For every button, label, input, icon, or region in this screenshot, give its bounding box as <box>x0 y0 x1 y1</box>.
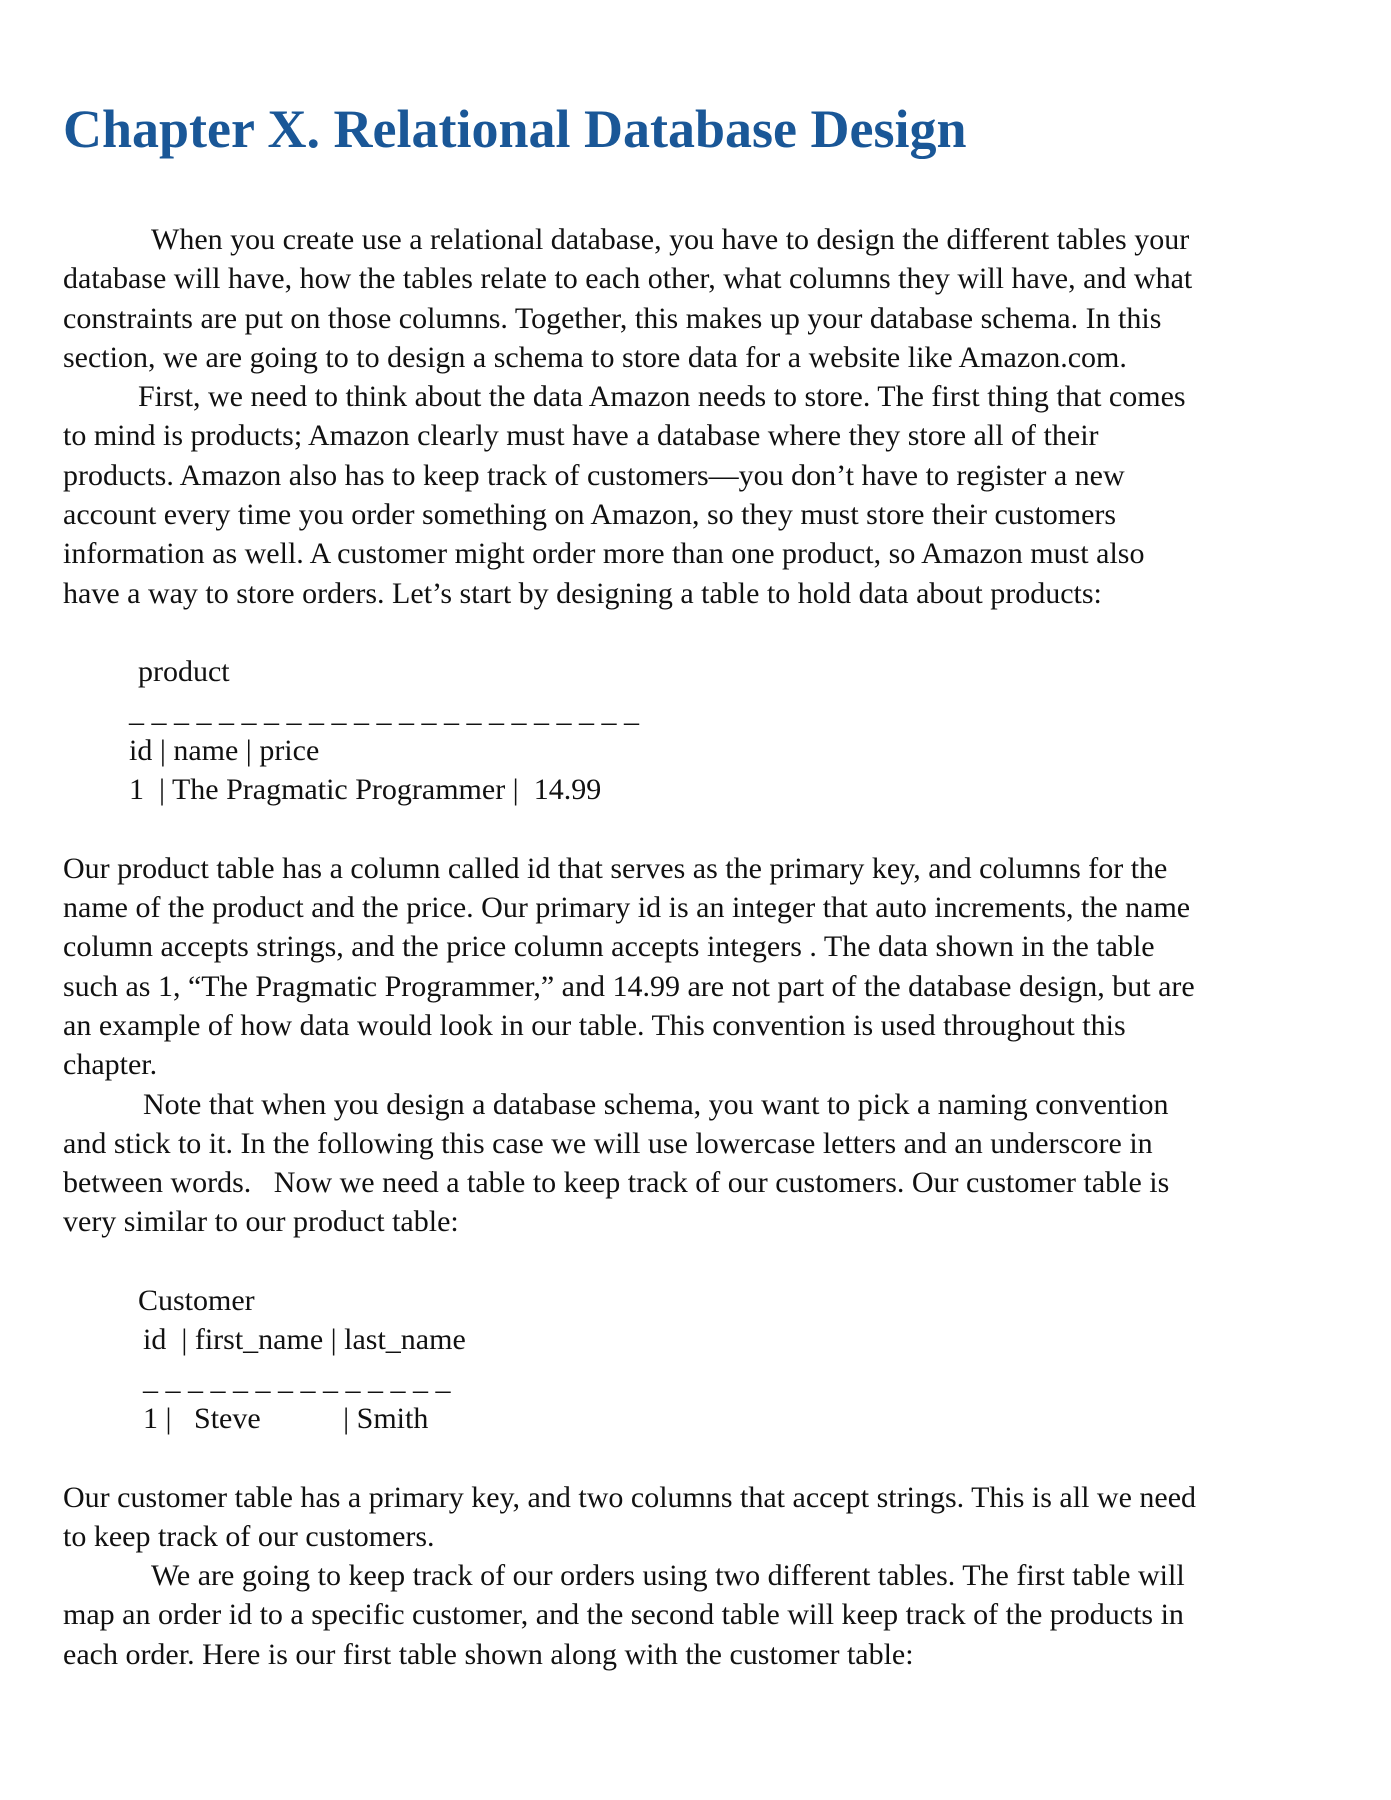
paragraph-product-explanation <box>63 849 1353 1085</box>
paragraph-intro <box>63 220 1353 377</box>
text-line: products. Amazon also has to keep track of customers—you don’t have to register a new <box>63 458 1125 492</box>
blank-line <box>63 613 1353 652</box>
text-line: When you create use a relational database, you have to design the different tables your <box>151 223 1190 256</box>
text-line: and stick to it. In the following this case we will use lowercase letters and an underscore in <box>63 1126 1153 1160</box>
text-line: column accepts strings, and the price column accepts integers . The data shown in the table <box>63 930 1155 964</box>
text-line: Our product table has a column called id that serves as the primary key, and columns for the <box>63 851 1168 885</box>
product-table-divider: _ _ _ _ _ _ _ _ _ _ _ _ _ _ _ _ _ _ _ _ _ _ _ <box>129 694 639 728</box>
customer-table-header: id | first_name | last_name <box>143 1323 466 1357</box>
paragraph-customer-explanation <box>63 1478 1353 1557</box>
text-line: section, we are going to to design a schema to store data for a website like Amazon.com. <box>63 340 1127 374</box>
text-line: We are going to keep track of our orders using two different tables. The first table will <box>151 1559 1185 1593</box>
product-table <box>63 652 1353 809</box>
text-line: constraints are put on those columns. Together, this makes up your database schema. In this <box>63 301 1162 335</box>
paragraph-naming-convention <box>63 1085 1353 1242</box>
text-line: information as well. A customer might order more than one product, so Amazon must also <box>63 537 1145 571</box>
text-line: account every time you order something on Amazon, so they must store their customers <box>63 498 1117 532</box>
customer-table-name: Customer <box>138 1284 255 1318</box>
customer-table-row: 1 | Steve | Smith <box>143 1401 429 1435</box>
text-line: First, we need to think about the data Amazon needs to store. The first thing that comes <box>138 380 1186 414</box>
chapter-title: Chapter X. Relational Database Design <box>63 99 967 159</box>
text-line: database will have, how the tables relate to each other, what columns they will have, and what <box>63 262 1193 296</box>
product-table-name: product <box>138 655 230 689</box>
customer-table-divider: _ _ _ _ _ _ _ _ _ _ _ _ _ _ <box>143 1362 451 1396</box>
product-table-row: 1 | The Pragmatic Programmer | 14.99 <box>129 773 602 807</box>
text-line: between words. Now we need a table to keep track of our customers. Our customer table is <box>63 1166 1170 1200</box>
text-line: Our customer table has a primary key, and two columns that accept strings. This is all we need <box>63 1480 1197 1514</box>
blank-line <box>63 809 1353 848</box>
blank-line <box>63 1242 1353 1281</box>
text-line: chapter. <box>63 1048 158 1082</box>
text-line: such as 1, “The Pragmatic Programmer,” and 14.99 are not part of the database design, but are <box>63 969 1195 1003</box>
product-table-header: id | name | price <box>129 733 320 767</box>
text-line: an example of how data would look in our table. This convention is used throughout this <box>63 1008 1126 1042</box>
customer-table <box>63 1281 1353 1438</box>
text-line: to mind is products; Amazon clearly must have a database where they store all of their <box>63 419 1099 453</box>
text-line: Note that when you design a database schema, you want to pick a naming convention <box>143 1087 1169 1121</box>
text-line: have a way to store orders. Let’s start by designing a table to hold data about products: <box>63 576 1102 610</box>
text-line: map an order id to a specific customer, and the second table will keep track of the products in <box>63 1598 1184 1632</box>
blank-line <box>63 1438 1353 1477</box>
text-line: each order. Here is our first table shown along with the customer table: <box>63 1637 914 1671</box>
text-line: to keep track of our customers. <box>63 1519 435 1553</box>
document-body <box>63 220 1353 1674</box>
text-line: name of the product and the price. Our primary id is an integer that auto increments, the name <box>63 891 1191 925</box>
paragraph-orders <box>63 1556 1353 1674</box>
text-line: very similar to our product table: <box>63 1205 459 1239</box>
paragraph-data-needs <box>63 377 1353 613</box>
